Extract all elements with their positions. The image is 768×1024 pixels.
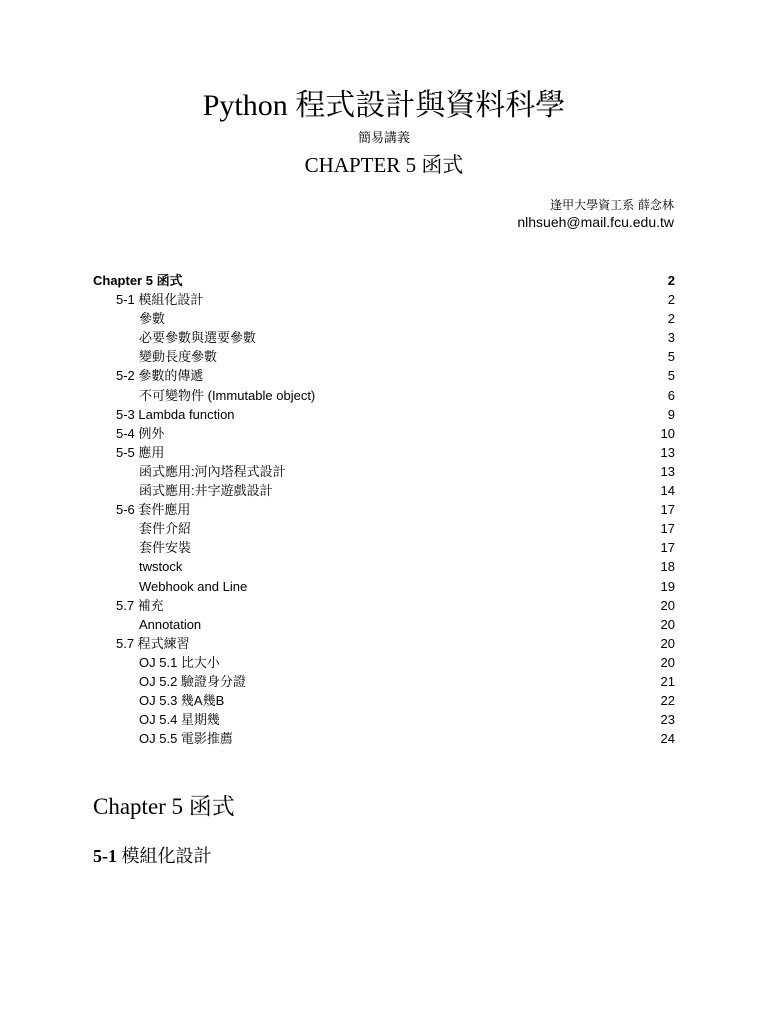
toc-entry-page: 19 <box>660 578 675 594</box>
toc-entry[interactable] <box>93 729 675 748</box>
toc-entry[interactable] <box>93 443 675 462</box>
toc-entry-page: 10 <box>660 425 675 441</box>
toc-entry-page: 5 <box>667 349 675 365</box>
toc-entry-page: 5 <box>667 368 675 384</box>
toc-entry-page: 18 <box>660 559 675 575</box>
toc-entry-label: Chapter 5 函式 <box>93 273 183 288</box>
toc-entry[interactable] <box>93 577 675 596</box>
document-subtitle: 簡易講義 <box>357 131 410 146</box>
toc-entry-label: OJ 5.3 幾A幾B <box>139 693 225 709</box>
toc-entry[interactable] <box>93 634 675 653</box>
toc-entry[interactable] <box>93 557 675 576</box>
toc-entry[interactable] <box>93 309 675 328</box>
toc-entry-page: 17 <box>660 540 675 556</box>
toc-entry-page: 14 <box>660 483 675 499</box>
toc-entry[interactable] <box>93 596 675 615</box>
document-title: Python 程式設計與資料科學 <box>202 89 566 122</box>
section-title: 模組化設計 <box>121 846 212 866</box>
toc-entry-label: 參數 <box>139 311 166 327</box>
toc-entry-page: 2 <box>667 292 675 308</box>
toc-entry[interactable] <box>93 672 675 691</box>
toc-entry-page: 9 <box>667 406 675 422</box>
toc-entry-page: 24 <box>660 731 675 747</box>
toc-entry[interactable] <box>93 290 675 309</box>
toc-entry-page: 2 <box>667 311 675 327</box>
toc-entry-label: 函式應用:井字遊戲設計 <box>139 483 273 499</box>
toc-entry[interactable] <box>93 347 675 366</box>
chapter-heading: Chapter 5 函式 <box>93 794 235 819</box>
toc-entry-label: OJ 5.4 星期幾 <box>139 712 220 728</box>
toc-entry-label: 函式應用:河內塔程式設計 <box>139 463 286 479</box>
author-email: nlhsueh@mail.fcu.edu.tw <box>517 214 674 230</box>
toc-entry-page: 20 <box>660 616 675 632</box>
toc-entry-label: 5-4 例外 <box>116 425 165 441</box>
toc-entry-label: 5-3 Lambda function <box>116 406 235 422</box>
toc-entry-label: OJ 5.1 比大小 <box>139 654 220 670</box>
toc-entry-label: 5.7 補充 <box>116 597 164 613</box>
toc-entry-label: 5-5 應用 <box>116 444 165 460</box>
toc-entry[interactable] <box>93 519 675 538</box>
toc-entry[interactable] <box>93 328 675 347</box>
toc-entry-page: 13 <box>660 444 675 460</box>
toc-entry[interactable] <box>93 424 675 443</box>
toc-entry-label: 5-6 套件應用 <box>116 502 191 518</box>
toc-entry-page: 20 <box>660 597 675 613</box>
toc-entry[interactable] <box>93 691 675 710</box>
toc-entry-page: 20 <box>660 654 675 670</box>
toc-entry-label: 變動長度參數 <box>139 349 218 365</box>
toc-entry[interactable] <box>93 481 675 500</box>
section-number: 5-1 <box>93 846 117 866</box>
toc-entry-page: 3 <box>667 330 675 346</box>
toc-entry[interactable] <box>93 653 675 672</box>
toc-entry[interactable] <box>93 710 675 729</box>
toc-entry-page: 17 <box>660 521 675 537</box>
toc-entry-label: Webhook and Line <box>139 578 248 594</box>
toc-entry-page: 20 <box>660 635 675 651</box>
toc-entry-page: 17 <box>660 502 675 518</box>
toc-entry[interactable] <box>93 500 675 519</box>
toc-entry[interactable] <box>93 615 675 634</box>
toc-entry[interactable] <box>93 271 675 290</box>
toc-entry-page: 2 <box>667 273 675 288</box>
toc-entry-label: Annotation <box>139 616 202 632</box>
toc-entry-label: 套件介紹 <box>139 521 192 537</box>
toc-entry-page: 22 <box>660 693 675 709</box>
toc-entry-label: 不可變物件 (Immutable object) <box>139 387 316 403</box>
toc-entry-label: 5.7 程式練習 <box>116 635 190 651</box>
toc-entry-label: 5-1 模組化設計 <box>116 292 204 308</box>
table-of-contents <box>93 271 675 748</box>
toc-entry-page: 13 <box>660 463 675 479</box>
toc-entry[interactable] <box>93 538 675 557</box>
toc-entry-label: OJ 5.5 電影推薦 <box>139 731 233 747</box>
toc-entry[interactable] <box>93 386 675 405</box>
toc-entry[interactable] <box>93 462 675 481</box>
section-heading <box>93 842 212 870</box>
toc-entry-label: OJ 5.2 驗證身分證 <box>139 673 246 689</box>
author-line: 逢甲大學資工系 薛念林 <box>550 198 674 212</box>
toc-entry-page: 23 <box>660 712 675 728</box>
toc-entry-label: twstock <box>139 559 183 575</box>
toc-entry-page: 21 <box>660 673 675 689</box>
toc-entry-label: 5-2 參數的傳遞 <box>116 368 204 384</box>
toc-entry-page: 6 <box>667 387 675 403</box>
toc-entry-label: 套件安裝 <box>139 540 192 556</box>
toc-entry[interactable] <box>93 366 675 385</box>
toc-entry[interactable] <box>93 405 675 424</box>
chapter-title: CHAPTER 5 函式 <box>304 153 464 177</box>
toc-entry-label: 必要參數與選要參數 <box>139 330 257 346</box>
